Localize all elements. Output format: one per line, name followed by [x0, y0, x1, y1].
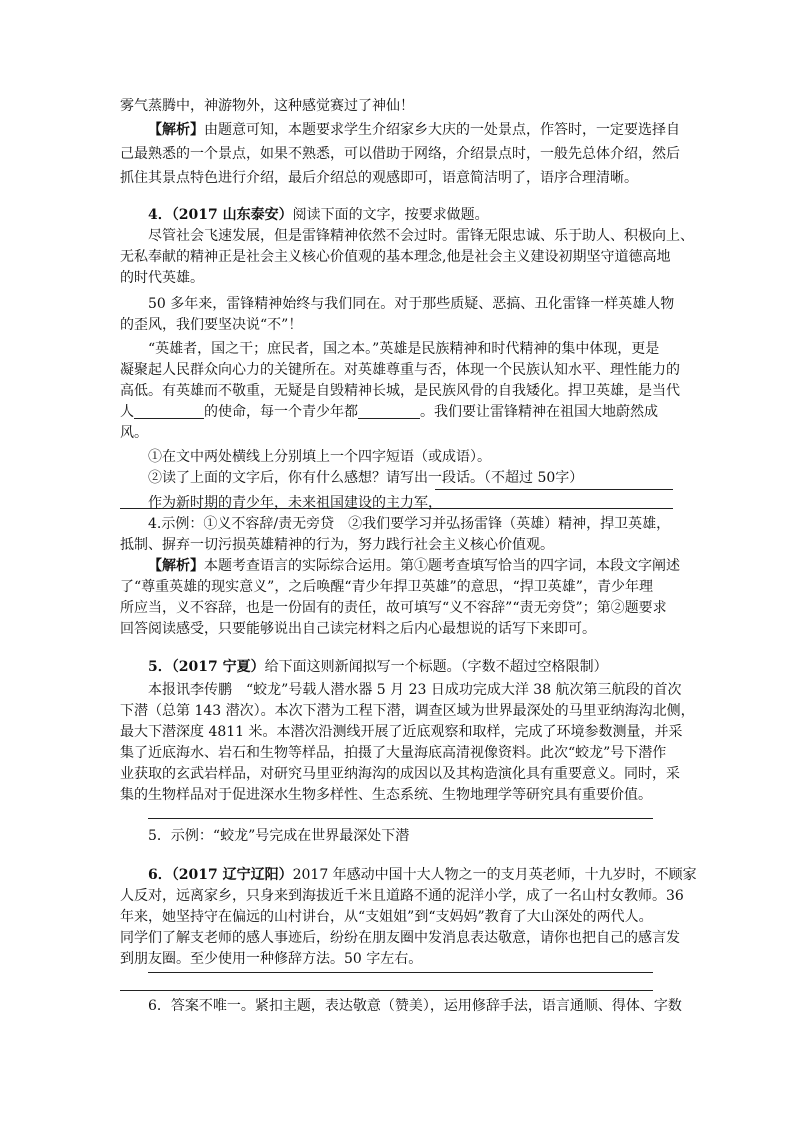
task-line: ②读了上面的文字后，你有什么感想？请写出一段话。（不超过 50字）	[148, 470, 584, 486]
answer-blank-2[interactable]	[358, 404, 420, 419]
answer-text: 抵制、摒弃一切污损英雄精神的行为，努力践行社会主义核心价值观。	[120, 537, 554, 553]
question-5-header	[148, 657, 708, 677]
text-line: 的歪风，我们要坚决说“不”！	[120, 317, 303, 333]
answer-text: 5．示例：“蛟龙”号完成在世界最深处下潜	[148, 828, 410, 844]
text-line: 最大下潜深度 4811 米。本潜次沿测线开展了近底观察和取样，完成了环境参数测量，并采	[120, 724, 683, 740]
answer-line[interactable]	[120, 990, 653, 991]
question-number: 4．（2017 山东泰安）	[148, 207, 293, 223]
analysis-line	[148, 120, 708, 140]
text-line: 回答阅读感受，只要能够说出自己读完材料之后内心最想说的话写下来即可。	[120, 621, 596, 637]
fill-blank-line: 人 的使命，每一个青少年都 。我们要让雷锋精神在祖国大地蔚然成	[120, 404, 658, 420]
text-line: 所应当，义不容辞，也是一份固有的责任，故可填写“义不容辞”“责无旁贷”；第②题要求	[120, 600, 667, 616]
question-4-header	[148, 205, 708, 225]
analysis-line	[148, 556, 708, 576]
answer-line[interactable]	[120, 508, 673, 509]
text-line: 抓住其景点特色进行介绍，最后介绍总的观感即可，语意简洁明了，语序合理清晰。	[120, 170, 638, 186]
text-line: 己最熟悉的一个景点，如果不熟悉，可以借助于网络，介绍景点时，一般先总体介绍，然后	[120, 146, 680, 162]
analysis-tag: 【解析】	[148, 122, 204, 138]
text-line: 本报讯李传鹏 “蛟龙”号载人潜水器 5 月 23 日成功完成大洋 38 航次第三航段的首次	[148, 682, 682, 698]
question-prompt: 阅读下面的文字，按要求做题。	[292, 207, 489, 223]
answer-line[interactable]	[435, 489, 673, 490]
text-line: 尽管社会飞速发展，但是雷锋精神依然不会过时。雷锋无限忠诚、乐于助人、积极向上、	[148, 228, 694, 244]
analysis-tag: 【解析】	[148, 558, 204, 574]
text-line: 的时代英雄。	[120, 270, 204, 286]
text-line: 高低。有英雄而不敬重，无疑是自毁精神长城，是民族风骨的自我矮化。捍卫英雄，是当代	[120, 383, 680, 399]
text-line: 无私奉献的精神正是社会主义核心价值观的基本理念,他是社会主义建设初期坚守道德高地	[120, 249, 671, 265]
answer-blank-1[interactable]	[134, 404, 204, 419]
question-6-header	[148, 865, 708, 885]
text-line: 雾气蒸腾中，神游物外，这种感觉赛过了神仙！	[120, 98, 414, 114]
question-prompt: 给下面这则新闻拟写一个标题。（字数不超过空格限制）	[264, 659, 608, 675]
answer-text: 4.示例：①义不容辞/责无旁贷 ②我们要学习并弘扬雷锋（英雄）精神，捍卫英雄，	[148, 516, 671, 532]
text-line: 人反对，远离家乡，只身来到海拔近千米且道路不通的泥洋小学，成了一名山村女教师。36	[120, 888, 684, 904]
text-line: 50 多年来，雷锋精神始终与我们同在。对于那些质疑、恶搞、丑化雷锋一样英雄人物	[148, 296, 675, 312]
text-line: “英雄者，国之干；庶民者，国之本。”英雄是民族精神和时代精神的集中体现，更是	[148, 341, 660, 357]
text-line: 到朋友圈。至少使用一种修辞方法。50 字左右。	[120, 951, 423, 967]
text-line: 集的生物样品对于促进深水生物多样性、生态系统、生物地理学等研究具有重要价值。	[120, 787, 652, 803]
text-line: 业获取的玄武岩样品，对研究马里亚纳海沟的成因以及其构造演化具有重要意义。同时，采	[120, 766, 680, 782]
answer-text: 6．答案不唯一。紧扣主题，表达敬意（赞美），运用修辞手法，语言通顺、得体、字数	[148, 998, 682, 1014]
analysis-text: 由题意可知，本题要求学生介绍家乡大庆的一处景点，作答时，一定要选择自	[204, 122, 680, 138]
text-line: 了“尊重英雄的现实意义”，之后唤醒“青少年捍卫英雄”的意思，“捍卫英雄”，青少年理	[120, 579, 653, 595]
answer-line[interactable]	[148, 818, 653, 819]
answer-line[interactable]	[148, 972, 653, 973]
question-text: 2017 年感动中国十大人物之一的支月英老师，十九岁时，不顾家	[292, 867, 697, 883]
text-line: 年来，她坚持守在偏远的山村讲台，从“支姐姐”到“支妈妈”教育了大山深处的两代人。	[120, 909, 653, 925]
task-start-line: 作为新时期的青少年，未来祖国建设的主力军，	[148, 495, 442, 511]
text-line: 凝聚起人民群众向心力的关键所在。对英雄尊重与否，体现一个民族认知水平、理性能力的	[120, 362, 680, 378]
analysis-text: 本题考查语言的实际综合运用。第①题考查填写恰当的四字词，本段文字阐述	[204, 558, 680, 574]
text-line: 集了近底海水、岩石和生物等样品，拍摄了大量海底高清视像资料。此次“蛟龙”号下潜作	[120, 745, 667, 761]
text-line: 风。	[120, 425, 148, 441]
text-line: 下潜（总第 143 潜次）。本次下潜为工程下潜，调查区域为世界最深处的马里亚纳海沟北侧，	[120, 703, 695, 719]
text-line: 同学们了解支老师的感人事迹后，纷纷在朋友圈中发消息表达敬意，请你也把自己的感言发	[120, 930, 680, 946]
question-number: 6．（2017 辽宁辽阳）	[148, 867, 293, 883]
task-line: ①在文中两处横线上分别填上一个四字短语（或成语）。	[148, 449, 491, 465]
question-number: 5．（2017 宁夏）	[148, 659, 265, 675]
